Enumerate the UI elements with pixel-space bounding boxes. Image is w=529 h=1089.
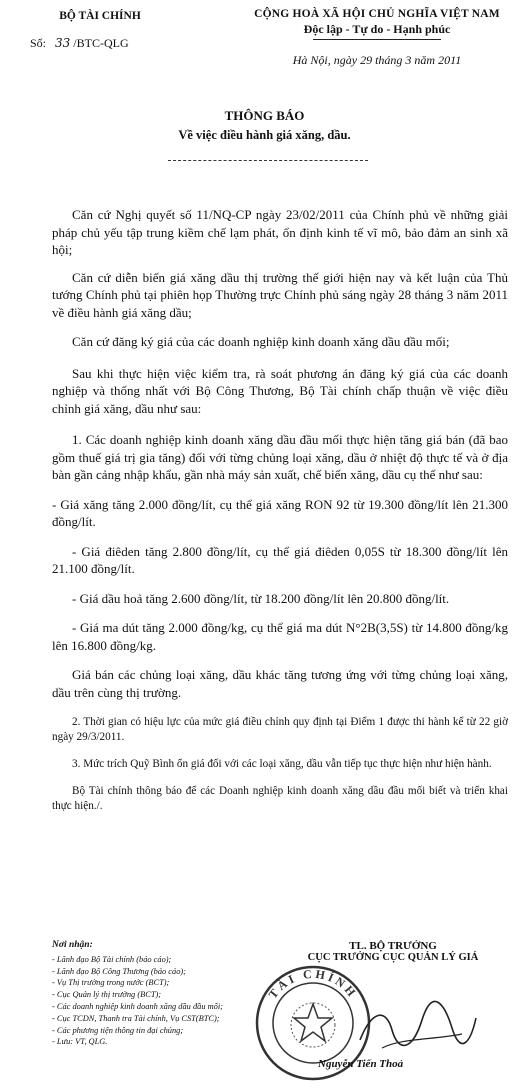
recipients-list <box>52 940 227 1048</box>
recipient-item: - Các phương tiện thông tin đại chúng; <box>52 1025 184 1035</box>
title-divider <box>168 160 368 161</box>
doc-no-suffix: /BTC-QLG <box>73 36 129 50</box>
issuer-block <box>30 10 170 51</box>
recipient-item: - Lưu: VT, QLG. <box>52 1037 108 1047</box>
document-title: THÔNG BÁO <box>224 108 305 123</box>
recipient-item: - Cục TCDN, Thanh tra Tài chính, Vụ CST(BTC); <box>52 1013 220 1023</box>
bullet-diesel: - Giá điêden tăng 2.800 đồng/lít, cụ thể giá điêden 0,05S từ 18.300 đồng/lít lên 21.100 đồng/lít. <box>52 543 508 576</box>
recipient-item: - Cục Quản lý thị trường (BCT); <box>52 990 162 1000</box>
dateline: Hà Nội, ngày 29 tháng 3 năm 2011 <box>292 53 462 67</box>
paragraph-basis-registration: Căn cứ đăng ký giá của các doanh nghiệp kinh doanh xăng dầu đầu mối; <box>72 334 450 349</box>
national-header <box>232 8 522 68</box>
doc-no-value: 33 <box>55 36 71 50</box>
paragraph-basis-resolution: Căn cứ Nghị quyết số 11/NQ-CP ngày 23/02/2011 của Chính phủ về những giải pháp chủ yếu tập trung kiềm chế lạm phát, ổn định kinh tế vĩ mô, bảo đảm an sinh xã hội; <box>52 207 508 257</box>
handwritten-signature-icon <box>352 990 482 1060</box>
paragraph-closing: Bộ Tài chính thông báo để các Doanh nghiệp kinh doanh xăng dầu đầu mối biết và triển khai thực hiện./. <box>52 785 508 812</box>
recipient-item: - Các doanh nghiệp kinh doanh xăng dầu đầu mối; <box>52 1001 223 1011</box>
signature-title: CỤC TRƯỞNG CỤC QUẢN LÝ GIÁ <box>307 952 479 963</box>
recipient-item: - Vụ Thị trường trong nước (BCT); <box>52 978 170 988</box>
paragraph-other-products: Giá bán các chủng loại xăng, dầu khác tăng tương ứng với từng chủng loại xăng, dầu trên cùng thị trường. <box>52 667 508 700</box>
bullet-fuel-oil: - Giá ma dút tăng 2.000 đồng/kg, cụ thể giá ma dút N°2B(3,5S) từ 14.800 đồng/kg lên 16.800 đồng/kg. <box>52 620 508 653</box>
svg-text:TÀI CHÍNH: TÀI CHÍNH <box>265 966 361 1002</box>
paragraph-approval: Sau khi thực hiện việc kiểm tra, rà soát phương án đăng ký giá của các doanh nghiệp và thống nhất với Bộ Công Thương, Bộ Tài chính chấp thuận về việc điều chỉnh giá xăng, dầu như sau: <box>52 365 508 416</box>
signature-block <box>262 940 524 963</box>
paragraph-basis-market: Căn cứ diễn biến giá xăng dầu thị trường thế giới hiện nay và kết luận của Thủ tướng Chính phủ tại phiên họp Thường trực Chính phủ sáng ngày 28 tháng 3 năm 2011 về điều hành giá xăng dầu; <box>52 269 508 320</box>
motto: Độc lập - Tự do - Hạnh phúc <box>303 22 451 36</box>
signer-name: Nguyễn Tiến Thoả <box>318 1058 404 1070</box>
recipients-heading: Nơi nhận: <box>52 940 93 950</box>
recipient-item: - Lãnh đạo Bộ Tài chính (báo cáo); <box>52 954 172 964</box>
body-text <box>52 206 508 814</box>
paragraph-item-1: 1. Các doanh nghiệp kinh doanh xăng dầu đầu mối thực hiện tăng giá bán (đã bao gồm thuế giá trị gia tăng) đối với từng chủng loại xăng, dầu ở nhiệt độ thực tế và ở địa bàn gần cảng nhập khẩu, gần nhà máy sản xuất, chế biến xăng, dầu cụ thể như sau: <box>52 432 508 482</box>
paragraph-item-3: 3. Mức trích Quỹ Bình ổn giá đối với các loại xăng, dầu vẫn tiếp tục thực hiện như hiện hành. <box>72 758 492 770</box>
motto-underline <box>313 39 441 40</box>
nation-name: CỘNG HOÀ XÃ HỘI CHỦ NGHĨA VIỆT NAM <box>254 8 500 20</box>
doc-no-label: Số: <box>30 36 47 50</box>
document-number <box>30 36 170 51</box>
recipient-item: - Lãnh đạo Bộ Công Thương (báo cáo); <box>52 966 186 976</box>
paragraph-item-2: 2. Thời gian có hiệu lực của mức giá điều chỉnh quy định tại Điểm 1 được thi hành kể từ 22 giờ ngày 29/3/2011. <box>52 716 508 743</box>
bullet-gasoline: - Giá xăng tăng 2.000 đồng/lít, cụ thể giá xăng RON 92 từ 19.300 đồng/lít lên 21.300 đồng/lít. <box>52 496 508 529</box>
signature-authority: TL. BỘ TRƯỞNG <box>349 940 437 952</box>
document-subtitle: Về việc điều hành giá xăng, dầu. <box>178 128 351 142</box>
bullet-kerosene: - Giá dầu hoả tăng 2.600 đồng/lít, từ 18.200 đồng/lít lên 20.800 đồng/lít. <box>72 590 450 606</box>
ministry-name: BỘ TÀI CHÍNH <box>59 10 141 22</box>
